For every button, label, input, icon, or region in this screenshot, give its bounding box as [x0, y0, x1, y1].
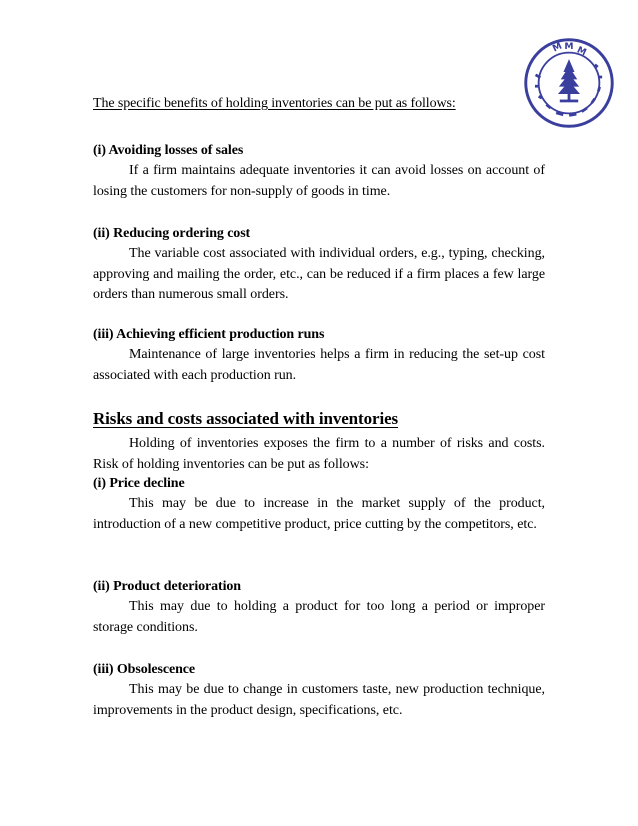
risk-heading: (i) Price decline — [93, 476, 185, 491]
benefit-item — [93, 325, 545, 386]
risk-heading: (iii) Obsolescence — [93, 662, 196, 677]
benefit-text: Maintenance of large inventories helps a firm in reducing the set-up cost associated with each production run. — [93, 347, 545, 383]
section-title: Risks and costs associated with inventories — [93, 409, 399, 428]
benefit-heading: (i) Avoiding losses of sales — [93, 143, 244, 158]
benefit-text: If a firm maintains adequate inventories it can avoid losses on account of losing the customers for non-supply of goods in time. — [93, 163, 545, 199]
intro-text: The specific benefits of holding inventories can be put as follows: — [93, 96, 456, 111]
benefit-item — [93, 141, 545, 202]
svg-text:M: M — [564, 40, 574, 52]
risk-text: This may due to holding a product for too long a period or improper storage conditions. — [93, 599, 545, 635]
svg-text:M: M — [575, 44, 589, 59]
risk-text: This may be due to change in customers taste, new production technique, improvements in the product design, specifications, etc. — [93, 682, 545, 718]
benefit-text: The variable cost associated with individual orders, e.g., typing, checking, approving and mailing the order, etc., can be reduced if a firm places a few large orders than numerous small orders. — [93, 246, 545, 302]
risk-text: This may be due to increase in the market supply of the product, introduction of a new competitive product, price cutting by the competitors, etc. — [93, 496, 545, 532]
risk-item — [93, 660, 545, 721]
benefit-heading: (iii) Achieving efficient production runs — [93, 327, 325, 342]
institution-seal-icon — [523, 37, 615, 129]
risks-intro-text: Holding of inventories exposes the firm to a number of risks and costs. Risk of holding inventories can be put as follows: — [93, 436, 545, 472]
benefit-item — [93, 224, 545, 306]
risk-heading: (ii) Product deterioration — [93, 579, 241, 594]
risk-item — [93, 474, 545, 535]
risks-intro-block — [93, 434, 545, 475]
benefit-heading: (ii) Reducing ordering cost — [93, 226, 251, 241]
svg-text:M: M — [550, 40, 564, 55]
risk-item — [93, 577, 545, 638]
